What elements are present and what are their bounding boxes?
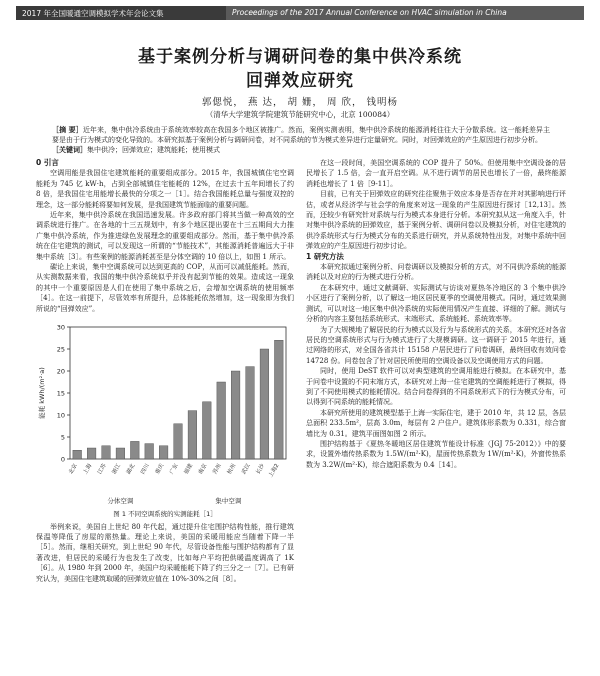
right-paragraph-3: 本研究拟通过案例分析、问卷调研以及模拟分析的方式，对不同供冷系统的能源消耗以及对应的行为模式进行分析。 [306, 263, 566, 282]
abstract-text: 近年来，集中供冷系统由于系统效率较高在我国多个地区被推广。然而，案例实测表明，集中供冷系统的能源消耗往往大于分散系统。这一能耗差异主要是由于行为模式的变化导致的。本研究拟基于案例分析与调研问卷，对不同系统的节为模式差异进行定量研究。同时，对回弹效应的产生原因进行初步分析。 [52, 126, 551, 144]
bar [130, 441, 139, 459]
x-tick-label: 南京 [197, 463, 209, 476]
left-column [36, 158, 294, 584]
right-paragraph-5: 为了大规模地了解居民的行为模式以及行为与系统形式的关系，本研究还对各省居民的空调系统形式与行为模式进行了大规模调研。这一调研于 2015 年进行，通过网络的形式，对全国各省共计 15158 户居民进行了问卷调研，最终回收有效问卷 14728 份。问卷包含了针对居民所使用的空调设备以及空调使用方式的问题。 [306, 325, 566, 365]
bar [116, 448, 125, 459]
right-paragraph-1: 在这一段时间，美国空调系统的 COP 提升了 50%。但使用集中空调设备的居民增长了 1.5 倍，会一直开启空调。从不进行调节的居民也增长了一倍，最终能源消耗也增长了 1 倍［9-11］。 [306, 159, 566, 188]
author-list: 郭偲悦， 燕 达， 胡 姗， 周 欣， 钱明杨 [201, 97, 399, 108]
y-tick-label: 15 [56, 389, 65, 398]
x-tick-label: 湖北 [125, 463, 137, 476]
left-paragraph-2: 近年来，集中供冷系统在我国迅速发展。许多政府部门将其当做一种高效的空调系统进行推广。在各地的十三五规划中，有多个地区提出要在十三五期间大力推广集中供冷系统，作为推进绿色发展理念的重要组成部分。然而，基于集中供冷系统在住宅建筑的测试，可以发现这一所谓的“节能技术”，其能源消耗普遍远大于非集中系统［3］。有些案例的能源消耗甚至是分体空调的 10 倍以上，如图 1 所示。 [36, 211, 294, 261]
bar-chart-svg [36, 317, 294, 507]
abstract-paragraph [52, 125, 550, 145]
x-tick-label: 广东 [169, 463, 180, 476]
left-paragraph-1: 空调用能是我国住宅建筑能耗的重要组成部分。2015 年，我国城镇住宅空调能耗为 745 亿 kW·h，占到全部城镇住宅能耗的 12%，在过去十五年间增长了约 8 倍，是我国住宅用能增长最快的分项之一［1］。结合我国能耗总量与强度双控的理念，这一部分能耗将要如何发展，是我国建筑节能面临的重要问题。 [36, 169, 294, 209]
keywords-text: 集中供冷；回弹效应；建筑能耗；使用模式 [87, 146, 220, 154]
x-tick-label: 杭州 [226, 463, 238, 476]
bar [188, 411, 197, 459]
y-axis-label: 能耗 kWh/(m²·a) [38, 367, 46, 419]
bar [231, 371, 240, 459]
figure-1-chart [36, 317, 294, 507]
y-tick-label: 20 [56, 367, 65, 376]
y-tick-label: 10 [56, 411, 65, 420]
section-heading-methods: 1 研究方法 [306, 251, 344, 261]
x-tick-label: 北京 [68, 463, 79, 476]
paper-title-line1: 基于案例分析与调研问卷的集中供冷系统 [138, 47, 462, 67]
affiliation: （清华大学建筑学院建筑节能研究中心，北京 100084） [205, 110, 395, 119]
bar [246, 367, 255, 459]
keywords-paragraph [52, 145, 550, 155]
x-tick-label: 长沙 [255, 463, 267, 476]
left-paragraph-4: 举例来说，美国自上世纪 80 年代起，通过提升住宅围护结构性能，推行建筑保温等降低了房屋的需热量。理论上来说，美国的采暖用能应当随着下降一半［5］。然而，继相关研究，到上世纪 90 年代，尽管设备性能与围护结构都有了显著改进，但居民的采暖行为也发生了改变，比如每户平均把供暖温度调高了 1K［6］。从 1980 年到 2000 年，美国户均采暖能耗下降了约三分之一［7］。已有研究认为，美国住宅建筑取暖的回弹效应值在 10%-30%之间［8］。 [36, 522, 294, 583]
y-tick-label: 25 [56, 345, 65, 354]
section-heading-intro: 0 引言 [36, 158, 59, 167]
x-tick-label: 武汉 [241, 463, 252, 476]
bar [102, 446, 111, 459]
bar [217, 382, 226, 459]
header-left: 2017 年全国暖通空调模拟学术年会论文集 [16, 6, 226, 20]
group-label-central: 集中空调 [215, 497, 242, 506]
group-label-split: 分体空调 [107, 497, 134, 506]
figure-1-caption: 图 1 不同空调系统的实测能耗［1］ [113, 510, 217, 519]
right-paragraph-2: 目前，已有关于回弹效应的研究往往聚焦于效应本身是否存在并对其影响进行评估，或者从经济学与社会学的角度来对这一现象的产生原因进行探讨［12,13］。然而，还较少有研究针对系统与行为模式本身进行分析。本研究拟从这一角度入手，针对集中供冷系统的回弹效应，基于案例分析、调研问卷以及模拟分析，对住宅建筑的供冷系统形式与行为模式分布的关系进行研究，并从系统特性出发，对集中系统中回弹效应的产生原因进行初步讨论。 [306, 190, 566, 251]
y-tick-label: 30 [56, 323, 65, 332]
x-tick-label: 浙江 [111, 463, 123, 476]
x-tick-label: 重庆 [154, 463, 166, 476]
bar [145, 444, 154, 459]
x-tick-label: 苏州 [212, 463, 223, 476]
right-paragraph-4: 在本研究中，通过文献调研、实际测试与访谈对夏热冬冷地区的 3 个集中供冷小区进行了案例分析，以了解这一地区居民夏季的空调使用模式。同时，通过效果测测试，可以对这一地区集中供冷系统的实际使用情况产生直接、详细的了解。测试与分析的内容主要包括系统形式、末端形式、系统能耗、系统效率等。 [306, 283, 566, 324]
x-tick-label: 四川 [140, 463, 151, 476]
right-column [306, 158, 566, 470]
bar [73, 450, 82, 459]
x-tick-label: 上海2 [268, 463, 281, 479]
right-paragraph-6: 同时，使用 DeST 软件可以对典型建筑的空调用能进行模拟。在本研究中，基于问卷中设置的不同末端方式，本研究对上海一住宅建筑的空调能耗进行了模拟，得到了不同使用模式的能耗情况。结合问卷得到的不同系统形式下的行为模式分布，可以得到不同系统的能耗情况。 [306, 367, 566, 407]
y-tick-label: 0 [60, 455, 65, 464]
header-right: Proceedings of the 2017 Annual Conference on HVAC simulation in China [226, 6, 584, 20]
bar [202, 402, 211, 459]
right-paragraph-7: 本研究所使用的建筑模型基于上海一实际住宅，建于 2010 年，共 12 层，各层总面积 233.5m²，层高 3.0m，每层有 2 户住户。建筑体形系数为 0.331，综合窗墙比为 0.31。建筑平面图如图 2 所示。 [306, 408, 566, 438]
x-tick-label: 江苏 [97, 463, 108, 476]
right-paragraph-8: 围护结构基于《夏热冬暖地区居住建筑节能设计标准（JGJ 75-2012）》中的要求，设置外墙传热系数为 1.5W/(m²·K)，屋面传热系数为 1W/(m²·K)，外窗传热系数为 3.2W/(m²·K)，综合遮阳系数为 0.4［14］。 [306, 439, 566, 469]
keywords-label: ［关键词］ [52, 146, 87, 154]
bar [274, 340, 283, 459]
abstract-label: ［摘 要］ [52, 126, 83, 134]
abstract-block [52, 125, 550, 155]
bar [159, 446, 168, 459]
running-header [16, 6, 584, 20]
paper-title-line2: 回弹效应研究 [246, 71, 354, 91]
left-paragraph-3: 碳论上来说，集中空调系统可以达到更高的 COP，从而可以减低能耗。然而，从实测数据来看，我国的集中供冷系统似乎并没有起到节能的效果。造成这一现象的其中一个重要原因是人们在使用了集中系统之后，会增加空调系统的使用频率［4］。在这一前提下，尽管效率有所提升，总体能耗依然增加，这一现象即为我们所说的“回弹效应”。 [36, 263, 294, 313]
bar [174, 424, 183, 459]
y-tick-label: 5 [60, 433, 65, 442]
x-tick-label: 福建 [183, 463, 195, 476]
x-tick-label: 上海 [82, 463, 94, 476]
bar [87, 448, 96, 459]
bar [260, 349, 269, 459]
